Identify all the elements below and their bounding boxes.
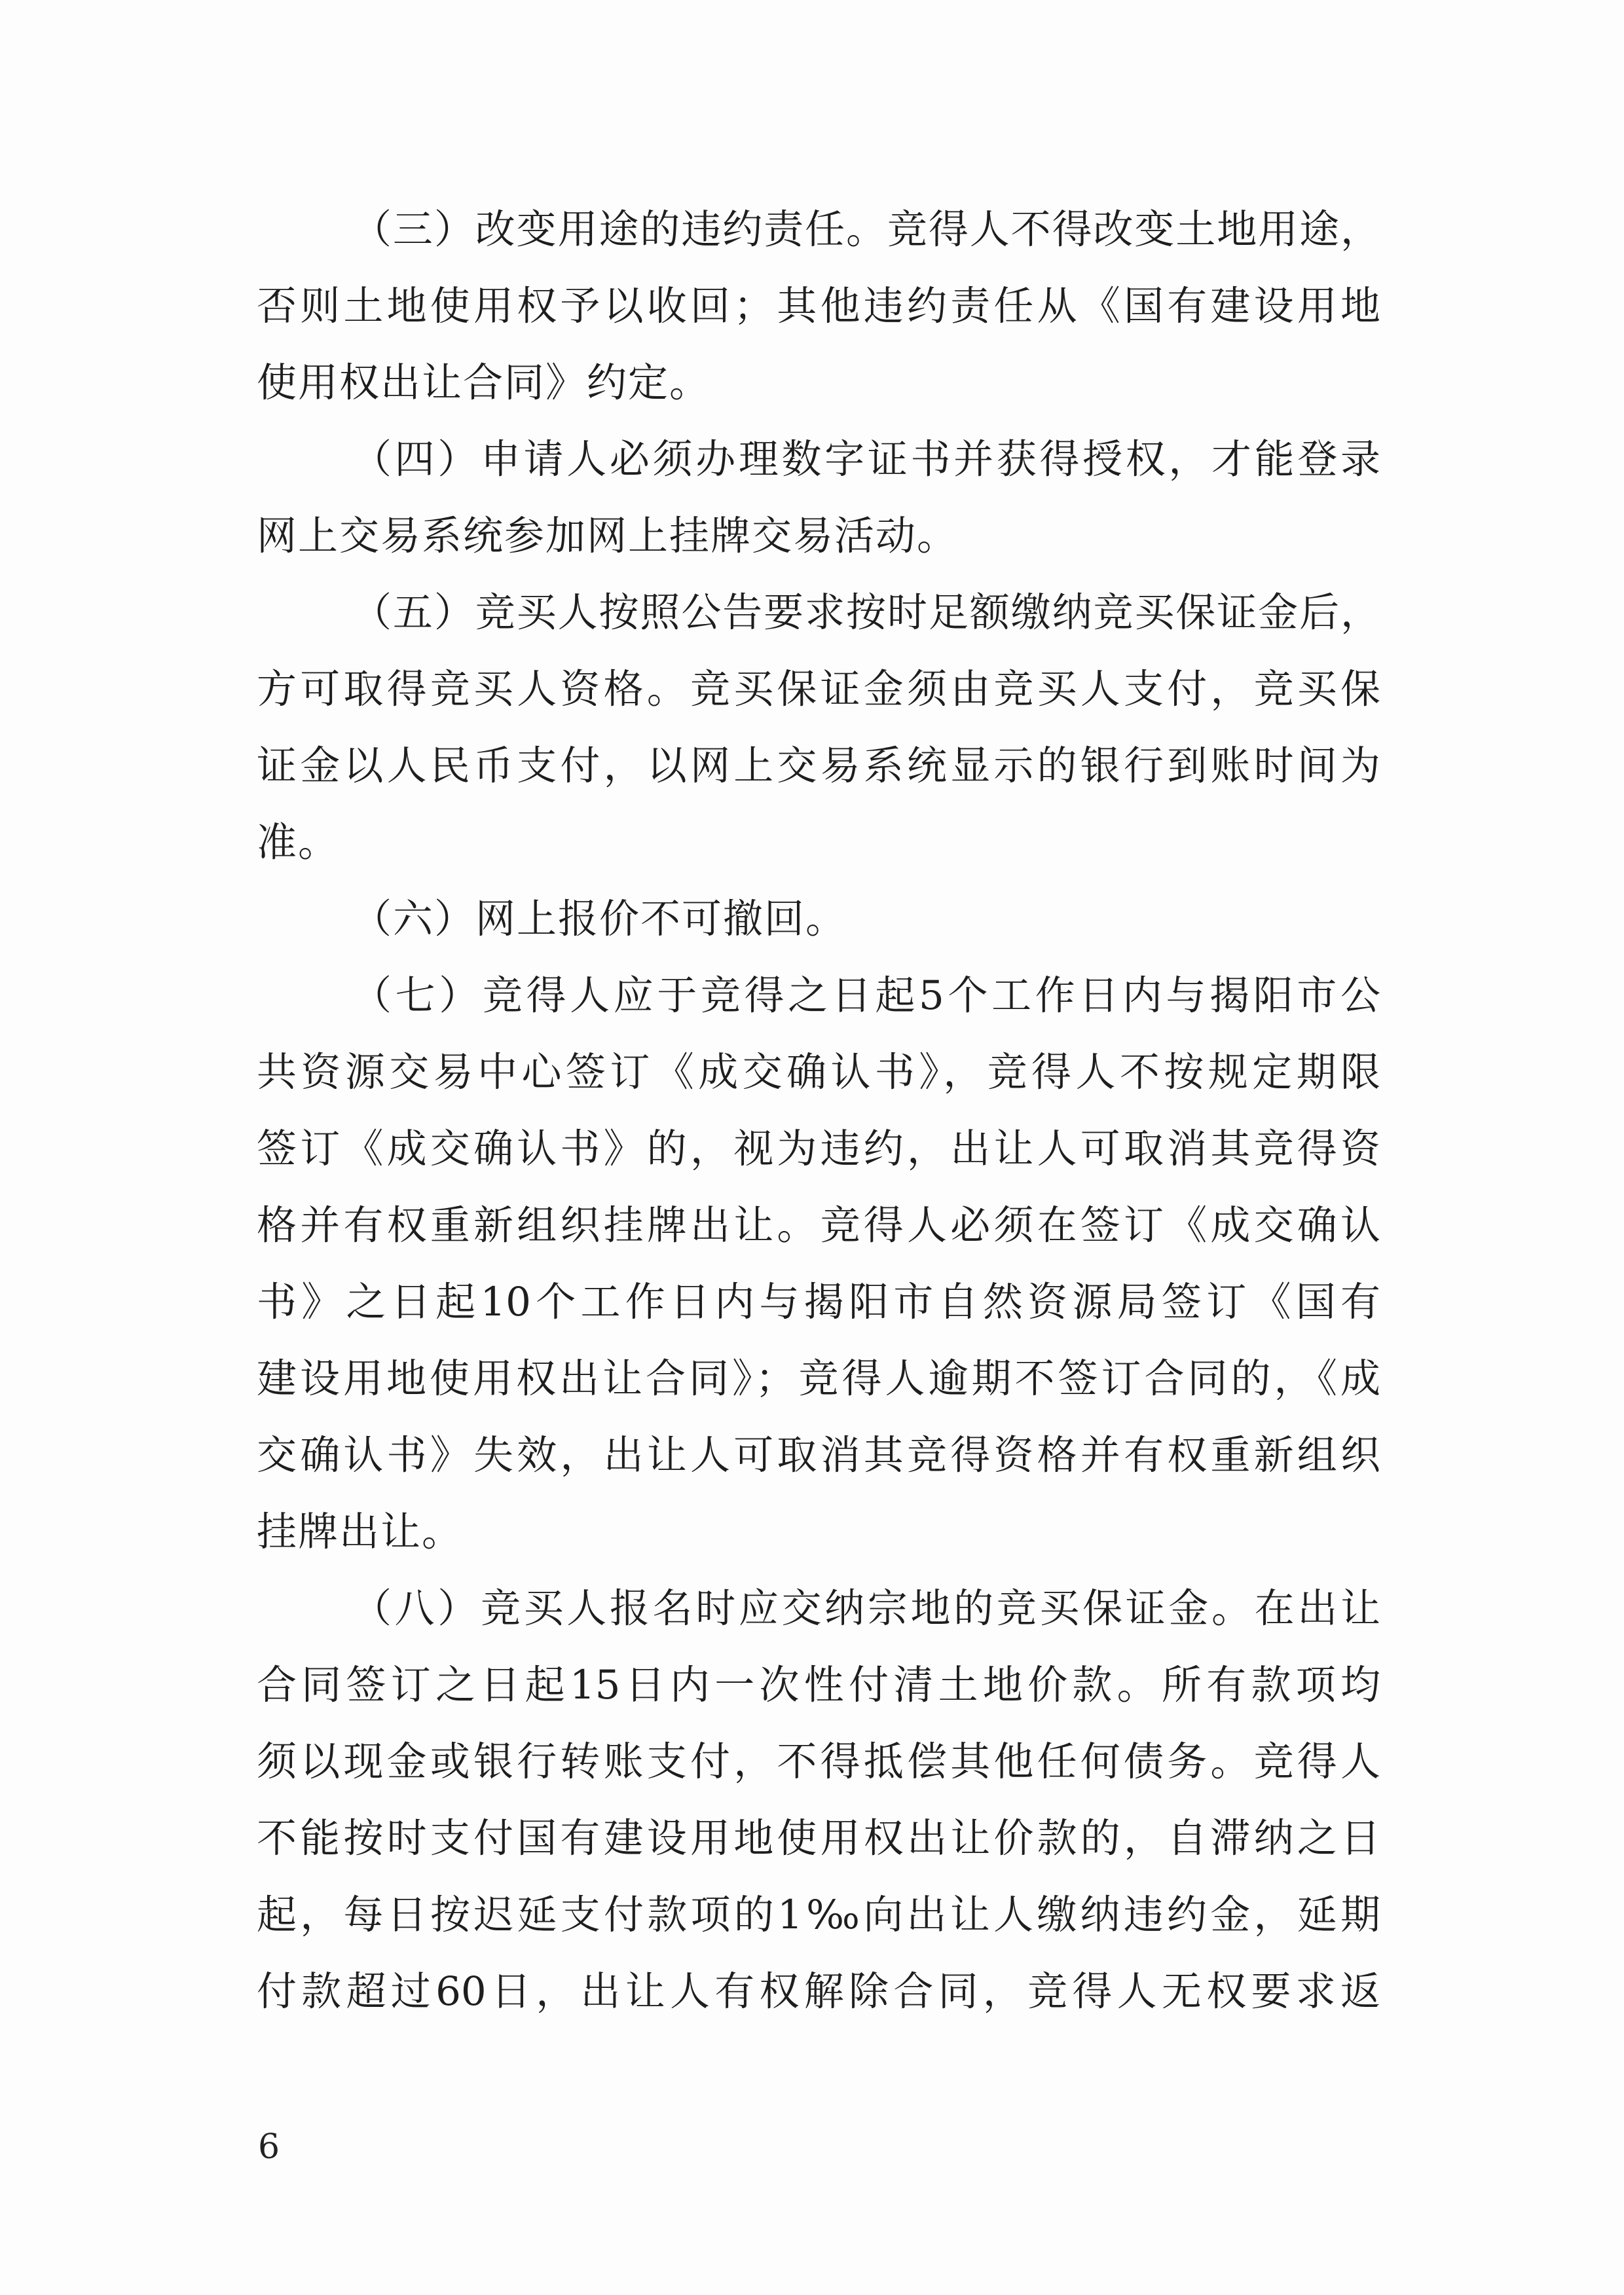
body-text	[257, 191, 1380, 2030]
paragraph-6	[257, 881, 1380, 957]
text-line: 交确认书》失效，出让人可取消其竞得资格并有权重新组织	[257, 1432, 1380, 1478]
text-line: 共资源交易中心签订《成交确认书》，竞得人不按规定期限	[257, 1049, 1380, 1095]
text-line: 网上交易系统参加网上挂牌交易活动。	[257, 513, 959, 559]
text-line: 证金以人民币支付，以网上交易系统显示的银行到账时间为	[257, 743, 1380, 789]
text-line: （三）改变用途的违约责任。竞得人不得改变土地用途，	[352, 206, 1380, 253]
paragraph-8	[257, 1570, 1380, 2030]
text-line: （五）竞买人按照公告要求按时足额缴纳竞买保证金后，	[352, 589, 1380, 636]
text-line: 付款超过60日，出让人有权解除合同，竞得人无权要求返	[257, 1968, 1380, 2015]
text-line: 否则土地使用权予以收回；其他违约责任从《国有建设用地	[257, 283, 1380, 329]
paragraph-4	[257, 421, 1380, 574]
text-line: 使用权出让合同》约定。	[257, 359, 711, 406]
text-line: 方可取得竞买人资格。竞买保证金须由竞买人支付，竞买保	[257, 666, 1380, 712]
text-line: 准。	[257, 819, 340, 866]
text-line: 挂牌出让。	[257, 1509, 464, 1555]
page-number: 6	[258, 2127, 280, 2167]
text-line: 合同签订之日起15日内一次性付清土地价款。所有款项均	[257, 1662, 1380, 1708]
text-line: 书》之日起10个工作日内与揭阳市自然资源局签订《国有	[257, 1279, 1380, 1325]
text-line: 须以现金或银行转账支付，不得抵偿其他任何债务。竞得人	[257, 1738, 1380, 1785]
text-line: （七）竞得人应于竞得之日起5个工作日内与揭阳市公	[352, 972, 1380, 1019]
paragraph-3	[257, 191, 1380, 421]
text-line: （六）网上报价不可撤回。	[352, 896, 847, 942]
text-line: 格并有权重新组织挂牌出让。竞得人必须在签订《成交确认	[257, 1202, 1380, 1249]
text-line: 建设用地使用权出让合同》；竞得人逾期不签订合同的，《成	[257, 1355, 1380, 1402]
text-line: （八）竞买人报名时应交纳宗地的竞买保证金。在出让	[352, 1585, 1380, 1632]
text-line: 不能按时支付国有建设用地使用权出让价款的，自滞纳之日	[257, 1815, 1380, 1862]
paragraph-7	[257, 957, 1380, 1570]
paragraph-5	[257, 574, 1380, 881]
text-line: 签订《成交确认书》的，视为违约，出让人可取消其竞得资	[257, 1126, 1380, 1172]
text-line: 起，每日按迟延支付款项的1‰向出让人缴纳违约金，延期	[257, 1892, 1380, 1938]
text-line: （四）申请人必须办理数字证书并获得授权，才能登录	[352, 436, 1380, 483]
